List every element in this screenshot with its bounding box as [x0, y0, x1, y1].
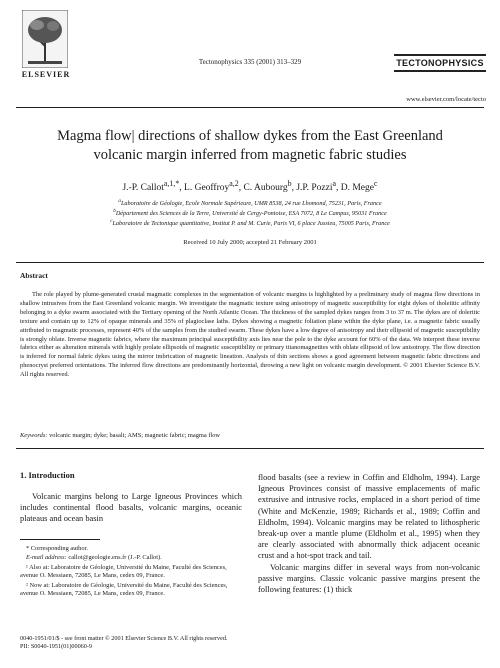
affiliation-c: [20, 218, 480, 227]
footnote-corresponding: * Corresponding author.: [26, 545, 88, 552]
header-rule: [16, 107, 484, 108]
intro-paragraph: Volcanic margins belong to Large Igneous Provinces which includes continental flood basalts, volcanic margins, oceanic plateaus and ocean basin: [20, 492, 242, 524]
affiliation-b: [20, 208, 480, 217]
abstract-text: The role played by plume-generated crustal magmatic complexes in the segmentation of volcanic margins is highlighted by a preliminary study of magma flow directions in shallow intrusives from the East Greenland volcanic margin. We investigate the magmatic texture using anisotropy of magnetic susceptibility for eight dykes of tholeiitic affinity belonging to a dyke swarm associated with the Tertiary opening of the North Atlantic Ocean. The thickness of the sampled dykes ranges from 3 to 37 m. The dykes are of doleritic texture and contain up to 12% of opaque minerals and 35% of plagioclase laths. Dykes showing a magnetic foliation plane within the dyke plane, i.e. a magnetic fabric usually attributed to magmatic processes, represent 40% of the samples from the studied swarm. These dykes have a low degree of anisotropy and their ellipsoid of magnetic susceptibility is strongly oblate. Inverse magnetic fabrics, where the maximum principal susceptibility axis lies near the pole to the dyke account for 60% of the data. We interpret these inverse fabrics either as alteration minerals with highly prolate ellipsoids of magnetic susceptibility or primary titanomagnetites with oblate ellipsoid of low anisotropy. The flow direction is inferred for normal fabric dykes using the mirror imbrication of magnetic lineation. Analysis of thin sections shows a good agreement between magnetic fabric directions and phenocryst preferred orientations. The inferred flow directions are predominantly horizontal, throwing a new light on volcanic margin development. © 2001 Elsevier Science B.V. All rights reserved.: [20, 291, 480, 379]
email-label: E-mail address:: [26, 554, 67, 562]
title-line-2: volcanic margin inferred from magnetic fabric studies: [93, 147, 407, 163]
author-affiliation-mark: b: [287, 179, 292, 188]
pii-line: PII: S0040-1951(01)00060-9: [20, 643, 93, 650]
author-affiliation-mark: c: [374, 179, 378, 188]
keywords-text: volcanic margin; dyke; basalt; AMS; magnetic fabric; magma flow: [49, 432, 221, 439]
author[interactable]: D. Mege: [340, 183, 374, 194]
right-column: [258, 472, 480, 595]
article-title: [20, 127, 480, 165]
footnotes: [20, 545, 242, 599]
journal-url[interactable]: www.elsevier.com/locate/tecto: [406, 96, 486, 103]
author[interactable]: J.P. Pozzi: [296, 183, 333, 194]
right-paragraph-2: Volcanic margins differ in several ways from non-volcanic passive margins. Classic volcanic passive margins present the following features: (1) thick: [258, 562, 480, 595]
abstract-heading: Abstract: [20, 271, 48, 280]
author-affiliation-mark: a,1,*: [163, 179, 180, 188]
footnote-2: ² Now at: Laboratoire de Géologie, Université du Maine, Faculté des Sciences, avenue O. Messiaen, 72085, Le Mans, cedex 09, France.: [20, 581, 228, 598]
affiliation-text: Département des Sciences de la Terre, Université de Cergy-Pontoise, ESA 7072, 8 Le Campus, 95031 France: [115, 210, 387, 218]
affiliation-text: Laboratoire de Tectonique quantitative, Institut P. and M. Curie, Paris VI, 6 place Jussieu, 75005 Paris, France: [112, 220, 390, 228]
author[interactable]: L. Geoffroy: [184, 183, 230, 194]
copyright-block: [20, 635, 228, 651]
received-dates: Received 10 July 2000; accepted 21 February 2001: [183, 239, 317, 246]
abstract-top-rule: [16, 262, 484, 263]
keywords: [20, 432, 480, 439]
keywords-label: Keywords:: [20, 432, 48, 439]
footnote-email: [20, 554, 242, 562]
journal-name: TECTONOPHYSICS: [394, 54, 486, 72]
author[interactable]: C. Aubourg: [243, 183, 288, 194]
author[interactable]: J.-P. Callot: [122, 183, 164, 194]
email-link[interactable]: callot@geologie.ens.fr (J.-P. Callot).: [68, 554, 162, 562]
affiliation-mark: c: [110, 218, 113, 224]
section-heading: 1. Introduction: [20, 470, 75, 480]
copyright-line: 0040-1951/01/$ - see front matter © 2001 Elsevier Science B.V. All rights reserved.: [20, 635, 228, 642]
affiliation-a: [20, 198, 480, 207]
title-line-1: Magma flow| directions of shallow dykes from the East Greenland: [57, 128, 443, 144]
footnote-1: ¹ Also at: Laboratoire de Géologie, Université du Maine, Faculté des Sciences, avenue O. Messiaen, 72085, Le Mans, cedex 09, France.: [20, 563, 227, 580]
right-paragraph-1: flood basalts (see a review in Coffin and Eldholm, 1994). Large Igneous Provinces consist of massive emplacements of mafic extrusive and intrusive rocks, emplaced in a short period of time (White and McKenzie, 1989; Richards et al., 1989; Coffin and Eldholm, 1994). Volcanic margins may be related to lithospheric break-up over a mantle plume (Eldholm et al., 1995) when they are clearly associated with abnormally thick adjacent oceanic crust and a hot-spot track and tail.: [258, 473, 480, 561]
affiliation-text: Laboratoire de Géologie, Ecole Normale Supérieure, UMR 8538, 24 rue Lhomond, 75231, Paris, France: [120, 200, 382, 208]
abstract-bottom-rule: [16, 448, 484, 449]
footnote-rule: [20, 539, 100, 540]
affiliation-mark: b: [113, 208, 116, 214]
affiliation-mark: a: [118, 198, 121, 204]
journal-citation: Tectonophysics 335 (2001) 313–329: [198, 58, 302, 66]
publisher-name: ELSEVIER: [21, 70, 71, 79]
author-affiliation-mark: a: [332, 179, 336, 188]
author-list: J.-P. Callot$^{a,1,*}$, L. Geoffroy$^{a,2}$, C. Aubourg$^b$, J.P. Pozzi$^a$, D. Mege$^c$: [122, 179, 378, 194]
author-affiliation-mark: a,2: [229, 179, 239, 188]
elsevier-logo: [16, 10, 76, 84]
